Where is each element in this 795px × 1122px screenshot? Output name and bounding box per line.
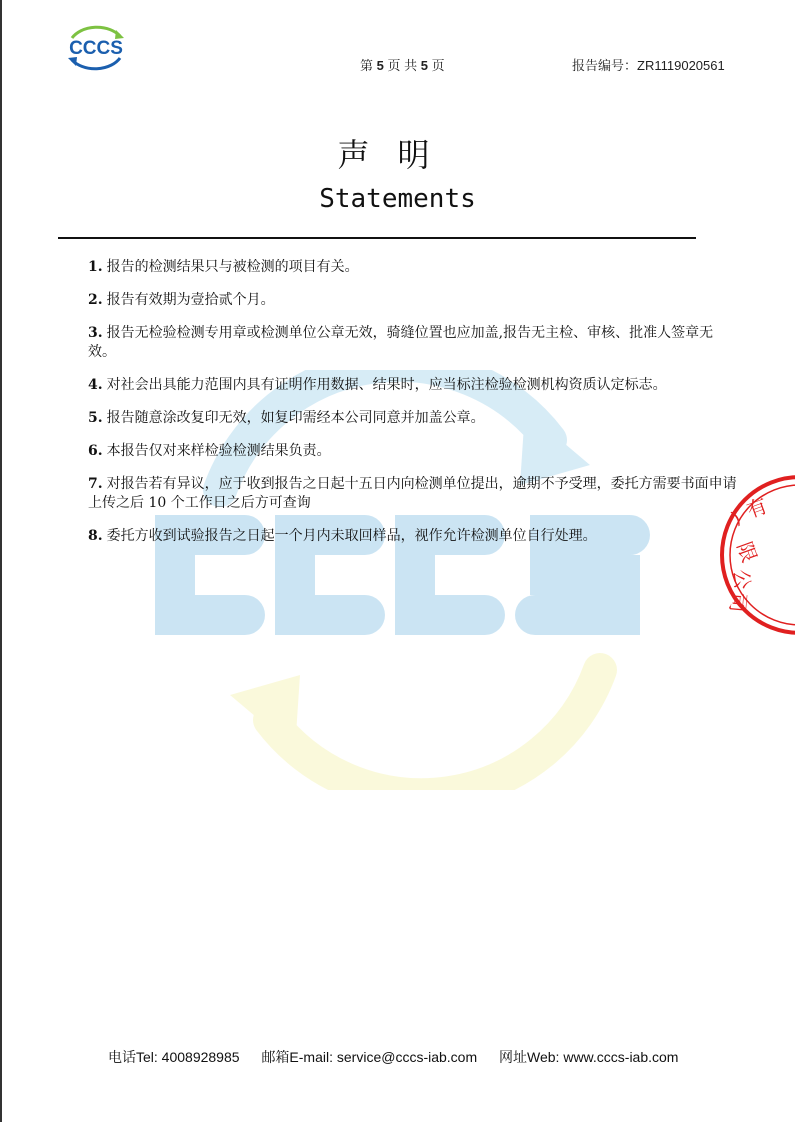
- contact-footer: [108, 1047, 696, 1067]
- statement-item: [88, 291, 738, 310]
- logo-text: CCCS: [69, 38, 123, 59]
- statement-item: [88, 258, 738, 277]
- svg-text:): ): [728, 507, 745, 530]
- statement-number: 8.: [88, 528, 103, 544]
- statement-text: 报告的检测结果只与被检测的项目有关。: [106, 259, 359, 275]
- page-indicator: [360, 55, 445, 74]
- page-total: 5: [420, 58, 428, 73]
- statement-item: [88, 409, 738, 428]
- statement-text: 报告无检验检测专用章或检测单位公章无效，骑缝位置也应加盖,报告无主检、审核、批准人签章无效。: [88, 325, 714, 360]
- statement-text: 本报告仅对来样检验检测结果负责。: [106, 443, 331, 459]
- statement-number: 7.: [88, 476, 103, 492]
- statement-number: 4.: [88, 377, 103, 393]
- page-current: 5: [376, 58, 384, 73]
- title-english: Statements: [319, 184, 476, 214]
- page-prefix: 第: [360, 58, 374, 73]
- svg-text:司: 司: [725, 591, 751, 614]
- statement-text: 报告随意涂改复印无效，如复印需经本公司同意并加盖公章。: [106, 410, 485, 426]
- statements-list: [88, 258, 738, 560]
- svg-text:限: 限: [732, 538, 762, 566]
- statement-text: 委托方收到试验报告之日起一个月内未取回样品，视作允许检测单位自行处理。: [106, 528, 597, 544]
- statement-item: [88, 324, 738, 362]
- statement-number: 6.: [88, 443, 103, 459]
- title-chinese: 声明: [337, 136, 458, 174]
- statement-item: [88, 376, 738, 395]
- statement-item: [88, 527, 738, 546]
- cccs-logo: [60, 24, 132, 72]
- statement-number: 3.: [88, 325, 103, 341]
- report-number-value: ZR1119020561: [637, 58, 725, 73]
- footer-email[interactable]: 邮箱E-mail: service@cccs-iab.com: [261, 1049, 478, 1065]
- report-number: [572, 55, 725, 74]
- page-mid: 页 共: [387, 58, 418, 73]
- statement-number: 1.: [88, 259, 103, 275]
- statement-item: [88, 442, 738, 461]
- statement-text: 对社会出具能力范围内具有证明作用数据、结果时，应当标注检验检测机构资质认定标志。: [106, 377, 667, 393]
- statement-item: [88, 475, 738, 513]
- statement-text: 对报告若有异议，应于收到报告之日起十五日内向检测单位提出，逾期不予受理，委托方需要书面申请上传之后 10 个工作日之后方可查询: [88, 476, 737, 511]
- svg-text:公: 公: [729, 568, 755, 591]
- report-number-label: 报告编号：: [572, 58, 638, 73]
- title-divider: [58, 237, 696, 239]
- footer-tel: 电话Tel: 4008928985: [108, 1049, 240, 1065]
- statement-number: 5.: [88, 410, 103, 426]
- footer-web[interactable]: 网址Web: www.cccs-iab.com: [499, 1049, 679, 1065]
- statement-text: 报告有效期为壹拾贰个月。: [106, 292, 275, 308]
- page-suffix: 页: [431, 58, 445, 73]
- statement-number: 2.: [88, 292, 103, 308]
- svg-text:有: 有: [743, 493, 771, 523]
